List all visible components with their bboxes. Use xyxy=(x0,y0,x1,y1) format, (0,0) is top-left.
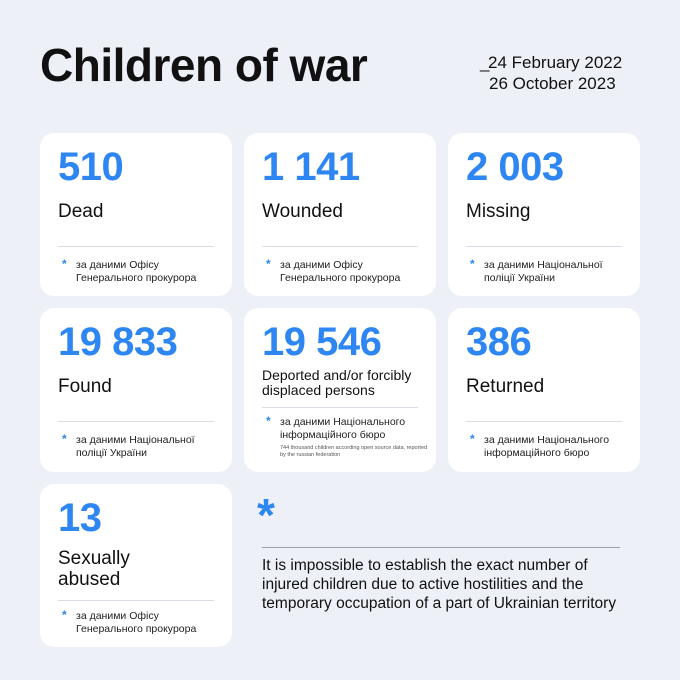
source-note xyxy=(62,434,224,460)
date-range: _24 February 2022 26 October 2023 xyxy=(480,53,623,93)
source-note xyxy=(62,259,224,285)
stat-value: 510 xyxy=(58,145,124,189)
card-missing xyxy=(448,133,640,296)
source-note xyxy=(470,259,632,285)
card-wounded xyxy=(244,133,436,296)
source-text: за даними Офісу Генерального прокурора xyxy=(76,610,197,635)
stat-value: 13 xyxy=(58,496,102,540)
stat-value: 19 833 xyxy=(58,320,178,364)
page-title: Children of war xyxy=(40,39,368,91)
stat-value: 386 xyxy=(466,320,532,364)
source-note xyxy=(266,416,428,442)
divider xyxy=(466,246,622,247)
stat-label: Found xyxy=(58,376,112,397)
source-text: за даними Національного інформаційного бюро xyxy=(484,434,610,459)
divider xyxy=(58,600,214,601)
source-text: за даними Офісу Генерального прокурора xyxy=(280,259,401,284)
deported-footnote: 744 thousand children according open source data, reported by the russian federation xyxy=(280,445,428,458)
asterisk-icon: * xyxy=(470,257,475,271)
card-sexually-abused xyxy=(40,484,232,647)
divider xyxy=(262,547,620,548)
divider xyxy=(58,421,214,422)
stat-label: Wounded xyxy=(262,201,343,222)
asterisk-icon: * xyxy=(257,489,275,541)
stat-value: 19 546 xyxy=(262,320,382,364)
source-note xyxy=(62,610,224,636)
source-text: за даними Національної поліції України xyxy=(484,259,603,284)
source-note xyxy=(470,434,632,460)
footnote-text: It is impossible to establish the exact number of injured children due to active hostilities and the temporary occupation of a part of Ukrainian territory xyxy=(262,557,617,612)
stat-label: Returned xyxy=(466,376,545,397)
stat-value: 1 141 xyxy=(262,145,360,189)
asterisk-icon: * xyxy=(266,414,271,428)
stat-label: Deported and/or forcibly displaced persons xyxy=(262,367,412,398)
card-dead xyxy=(40,133,232,296)
divider xyxy=(58,246,214,247)
asterisk-icon: * xyxy=(266,257,271,271)
card-returned xyxy=(448,308,640,472)
divider xyxy=(466,421,622,422)
divider xyxy=(262,407,418,408)
divider xyxy=(262,246,418,247)
date-from: 24 February 2022 xyxy=(488,53,623,72)
source-text: за даними Національного інформаційного бюро xyxy=(280,416,406,441)
stat-label: Missing xyxy=(466,201,531,222)
asterisk-icon: * xyxy=(62,432,67,446)
stat-label: Sexually abused xyxy=(58,548,130,590)
source-text: за даними Національної поліції України xyxy=(76,434,195,459)
card-found xyxy=(40,308,232,472)
asterisk-icon: * xyxy=(470,432,475,446)
card-deported xyxy=(244,308,436,472)
stat-label: Dead xyxy=(58,201,104,222)
source-note xyxy=(266,259,428,285)
stat-value: 2 003 xyxy=(466,145,564,189)
date-to: 26 October 2023 xyxy=(489,74,616,93)
source-text: за даними Офісу Генерального прокурора xyxy=(76,259,197,284)
asterisk-icon: * xyxy=(62,608,67,622)
asterisk-icon: * xyxy=(62,257,67,271)
